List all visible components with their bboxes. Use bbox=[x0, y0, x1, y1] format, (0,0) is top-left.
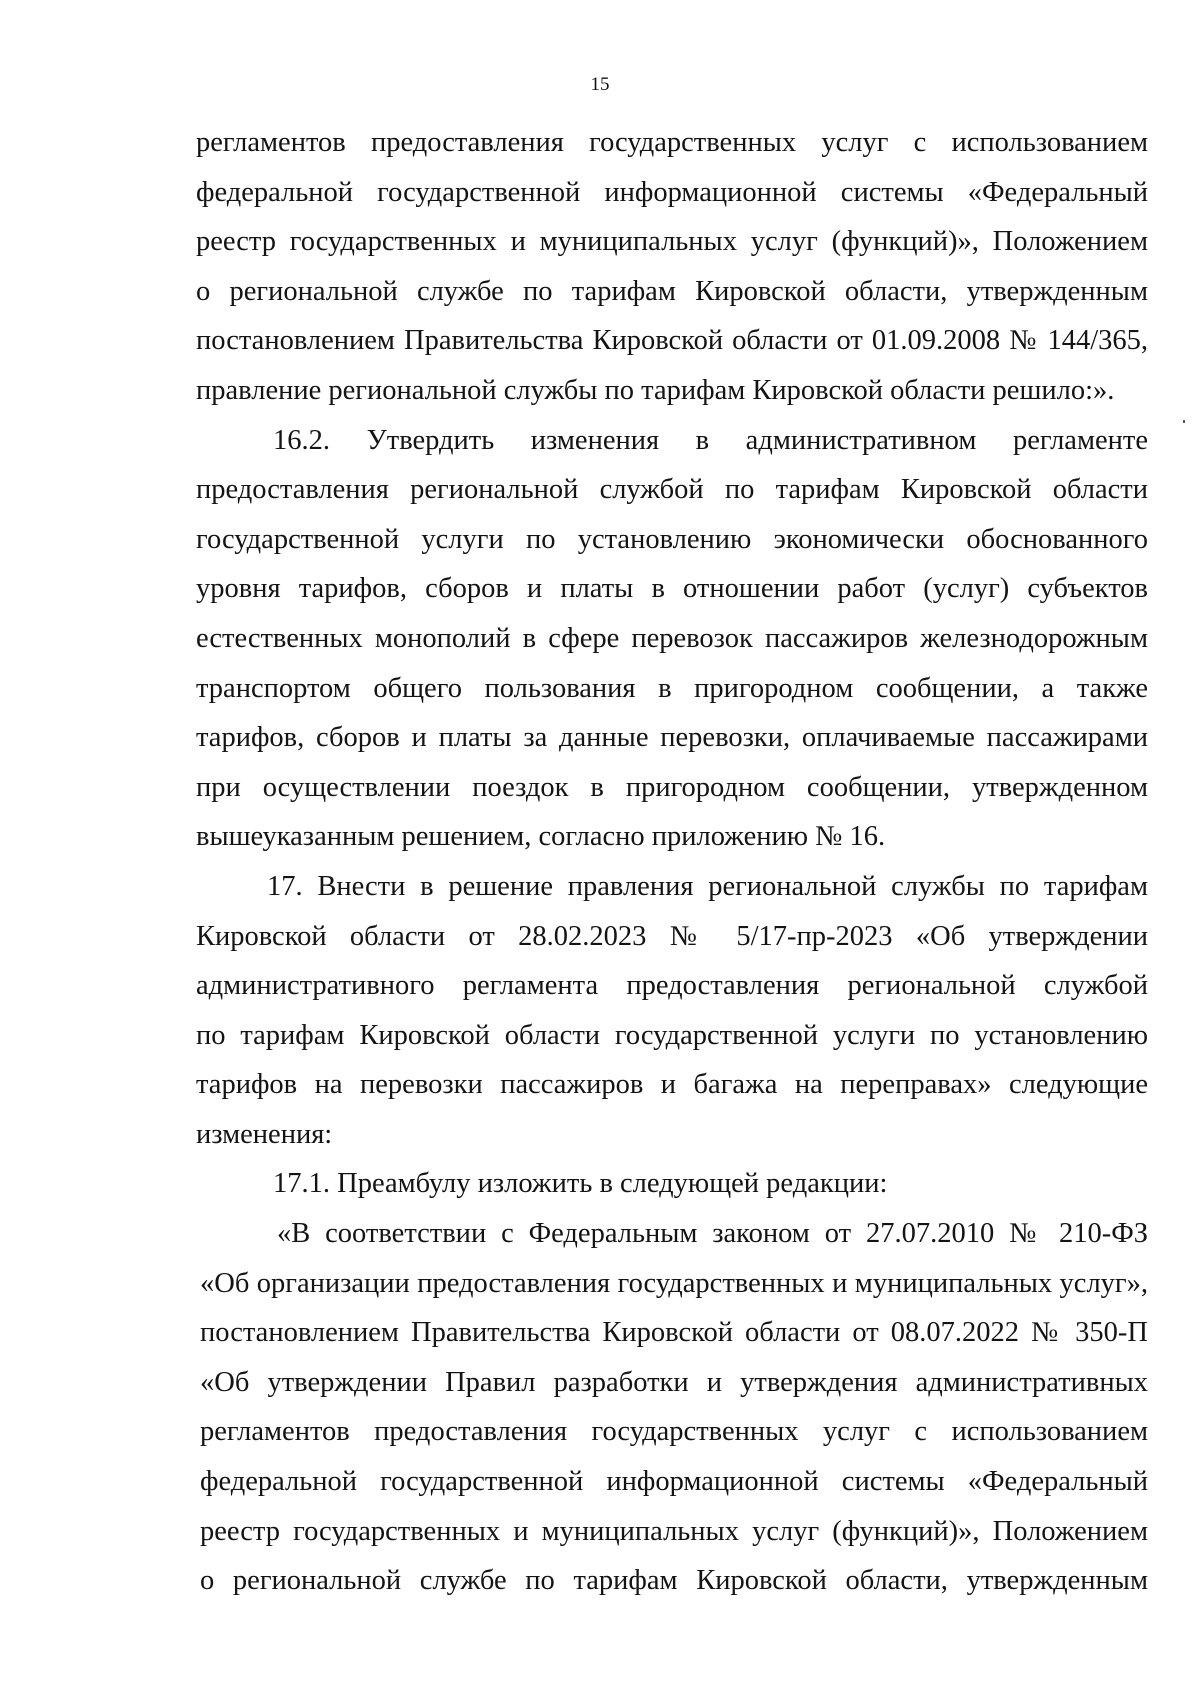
text-line: по тарифам Кировской области государственной услуги по установлению bbox=[196, 1019, 1148, 1051]
text-line: тарифов, сборов и платы за данные перевозки, оплачиваемые пассажирами bbox=[196, 722, 1148, 754]
text-line: регламентов предоставления государственных услуг с использованием bbox=[196, 127, 1148, 158]
page-number: 15 bbox=[590, 74, 610, 95]
scan-speck bbox=[1183, 420, 1185, 423]
text-line: федеральной государственной информационной системы «Федеральный bbox=[196, 176, 1148, 208]
text-line: уровня тарифов, сборов и платы в отношении работ (услуг) субъектов bbox=[196, 573, 1148, 605]
text-line: постановлением Правительства Кировской области от 01.09.2008 № 144/365, bbox=[196, 325, 1148, 357]
text-line: федеральной государственной информационной системы «Федеральный bbox=[200, 1466, 1148, 1498]
text-line: 16.2. Утвердить изменения в административном регламенте bbox=[273, 424, 1148, 456]
text-line: предоставления региональной службой по тарифам Кировской области bbox=[196, 474, 1148, 506]
text-line: реестр государственных и муниципальных услуг (функций)», Положением bbox=[196, 226, 1148, 258]
text-line: при осуществлении поездок в пригородном сообщении, утвержденном bbox=[196, 771, 1148, 803]
text-line: правление региональной службы по тарифам Кировской области решило:». bbox=[196, 374, 1115, 406]
text-line: «Об утверждении Правил разработки и утверждения административных bbox=[200, 1366, 1148, 1398]
text-line: о региональной службе по тарифам Кировской области, утвержденным bbox=[200, 1565, 1148, 1597]
text-line: регламентов предоставления государственных услуг с использованием bbox=[200, 1416, 1148, 1448]
text-line: о региональной службе по тарифам Кировской области, утвержденным bbox=[196, 275, 1148, 307]
text-line: вышеуказанным решением, согласно приложению № 16. bbox=[196, 821, 886, 853]
text-line: постановлением Правительства Кировской области от 08.07.2022 № 350-П bbox=[200, 1317, 1148, 1349]
document-body bbox=[196, 118, 1148, 1606]
text-line: 17.1. Преамбулу изложить в следующей редакции: bbox=[273, 1168, 888, 1200]
text-line: государственной услуги по установлению экономически обоснованного bbox=[196, 523, 1148, 555]
text-line: транспортом общего пользования в пригородном сообщении, а также bbox=[196, 672, 1148, 704]
text-line: естественных монополий в сфере перевозок пассажиров железнодорожным bbox=[196, 622, 1148, 654]
text-line: «В соответствии с Федеральным законом от 27.07.2010 № 210-ФЗ bbox=[277, 1218, 1148, 1250]
text-line: 17. Внести в решение правления региональной службы по тарифам bbox=[267, 870, 1148, 902]
text-line: реестр государственных и муниципальных услуг (функций)», Положением bbox=[200, 1515, 1148, 1547]
text-line: Кировской области от 28.02.2023 № 5/17-пр-2023 «Об утверждении bbox=[196, 920, 1148, 952]
text-line: тарифов на перевозки пассажиров и багажа на переправах» следующие bbox=[196, 1069, 1148, 1101]
text-line: изменения: bbox=[196, 1118, 333, 1150]
text-line: «Об организации предоставления государственных и муниципальных услуг», bbox=[200, 1267, 1148, 1299]
text-line: административного регламента предоставления региональной службой bbox=[196, 970, 1148, 1002]
